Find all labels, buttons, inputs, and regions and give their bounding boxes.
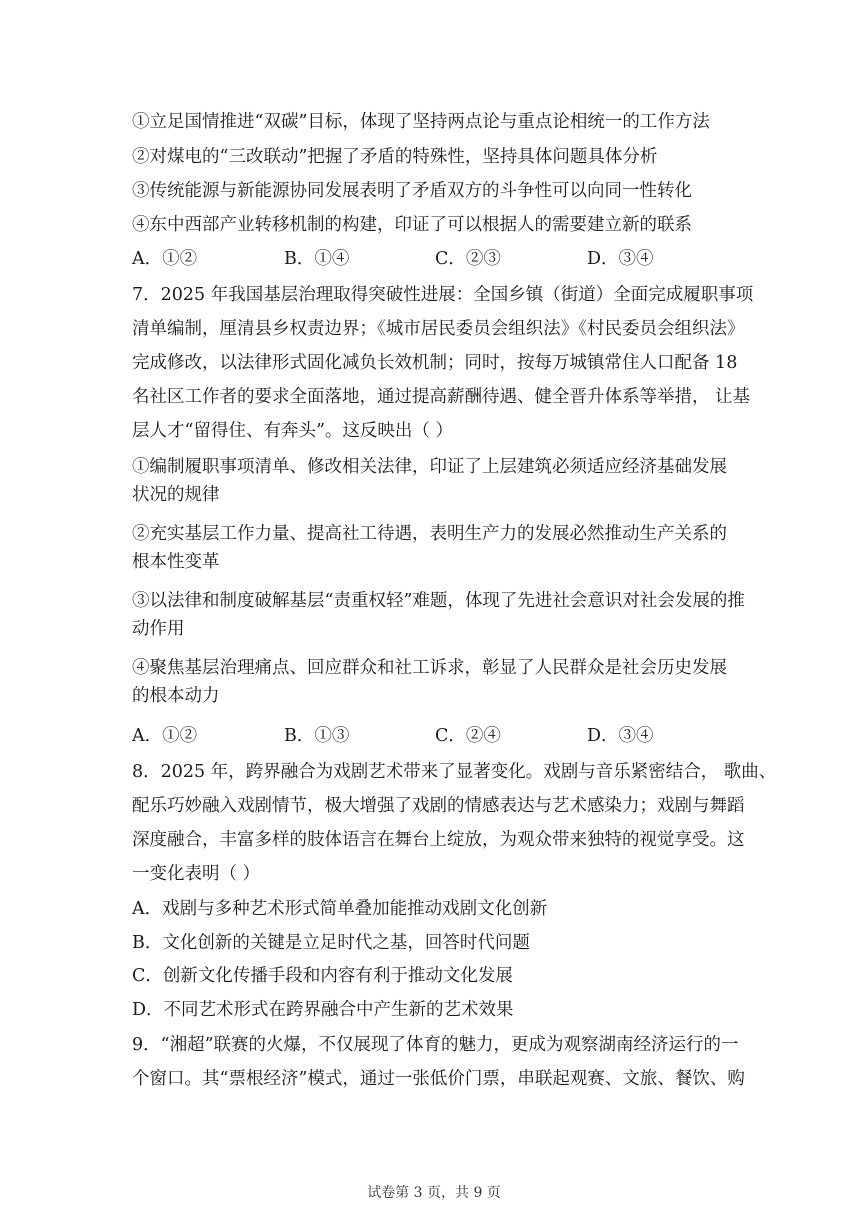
- q7-statement-4-line-1: ④聚焦基层治理痛点、回应群众和社工诉求，彰显了人民群众是社会历史发展: [132, 658, 727, 678]
- q8-option-a: A．戏剧与多种艺术形式简单叠加能推动戏剧文化创新: [132, 899, 548, 919]
- q6-statement-3: ③传统能源与新能源协同发展表明了矛盾双方的斗争性可以向同一性转化: [132, 181, 692, 201]
- q7-statement-2-line-1: ②充实基层工作力量、提高社工待遇，表明生产力的发展必然推动生产关系的: [132, 524, 727, 544]
- q6-option-d: D．③④: [587, 249, 654, 269]
- q8-stem-line-2: 配乐巧妙融入戏剧情节，极大增强了戏剧的情感表达与艺术感染力；戏剧与舞蹈: [132, 796, 745, 816]
- q6-statement-1: ①立足国情推进“双碳”目标，体现了坚持两点论与重点论相统一的工作方法: [132, 112, 710, 132]
- q6-option-b: B．①④: [284, 249, 350, 269]
- q7-stem-line-5: 层人才“留得住、有奔头”。这反映出（ ）: [132, 421, 453, 441]
- q7-options: [132, 724, 772, 748]
- q8-option-c: C．创新文化传播手段和内容有利于推动文化发展: [132, 966, 513, 986]
- q9-stem-line-2: 个窗口。其“票根经济”模式，通过一张低价门票，串联起观赛、文旅、餐饮、购: [132, 1069, 745, 1089]
- q8-stem-line-4: 一变化表明（ ）: [132, 864, 261, 884]
- q6-options: [132, 247, 772, 271]
- q7-option-c: C．②④: [435, 726, 501, 746]
- q6-option-c: C．②③: [435, 249, 501, 269]
- q7-stem-line-4: 名社区工作者的要求全面落地，通过提高薪酬待遇、健全晋升体系等举措， 让基: [132, 387, 751, 407]
- q7-option-a: A．①②: [132, 726, 198, 746]
- q6-option-a: A．①②: [132, 249, 198, 269]
- q7-stem-line-2: 清单编制，厘清县乡权责边界；《城市居民委员会组织法》《村民委员会组织法》: [132, 319, 745, 339]
- q8-option-b: B．文化创新的关键是立足时代之基，回答时代问题: [132, 933, 530, 953]
- q9-stem-line-1: 9．“湘超”联赛的火爆，不仅展现了体育的魅力，更成为观察湖南经济运行的一: [132, 1035, 739, 1055]
- q7-statement-4-line-2: 的根本动力: [132, 686, 220, 706]
- q8-stem-line-1: 8．2025 年，跨界融合为戏剧艺术带来了显著变化。戏剧与音乐紧密结合， 歌曲、: [132, 762, 777, 782]
- q7-statement-3-line-2: 动作用: [132, 619, 185, 639]
- q7-option-d: D．③④: [587, 726, 654, 746]
- q7-stem-line-3: 完成修改，以法律形式固化减负长效机制；同时，按每万城镇常住人口配备 18: [132, 353, 738, 373]
- q7-statement-3-line-1: ③以法律和制度破解基层“责重权轻”难题，体现了先进社会意识对社会发展的推: [132, 591, 745, 611]
- q6-statement-4: ④东中西部产业转移机制的构建，印证了可以根据人的需要建立新的联系: [132, 215, 692, 235]
- page-footer: 试卷第 3 页，共 9 页: [367, 1185, 501, 1201]
- q7-statement-1-line-1: ①编制履职事项清单、修改相关法律，印证了上层建筑必须适应经济基础发展: [132, 457, 727, 477]
- q6-statement-2: ②对煤电的“三改联动”把握了矛盾的特殊性，坚持具体问题具体分析: [132, 147, 658, 167]
- q7-statement-1-line-2: 状况的规律: [132, 485, 220, 505]
- q8-stem-line-3: 深度融合，丰富多样的肢体语言在舞台上绽放，为观众带来独特的视觉享受。这: [132, 830, 745, 850]
- q7-stem-line-1: 7．2025 年我国基层治理取得突破性进展：全国乡镇（街道）全面完成履职事项: [132, 285, 754, 305]
- q7-statement-2-line-2: 根本性变革: [132, 552, 220, 572]
- q7-option-b: B．①③: [284, 726, 350, 746]
- q8-option-d: D．不同艺术形式在跨界融合中产生新的艺术效果: [132, 1000, 514, 1020]
